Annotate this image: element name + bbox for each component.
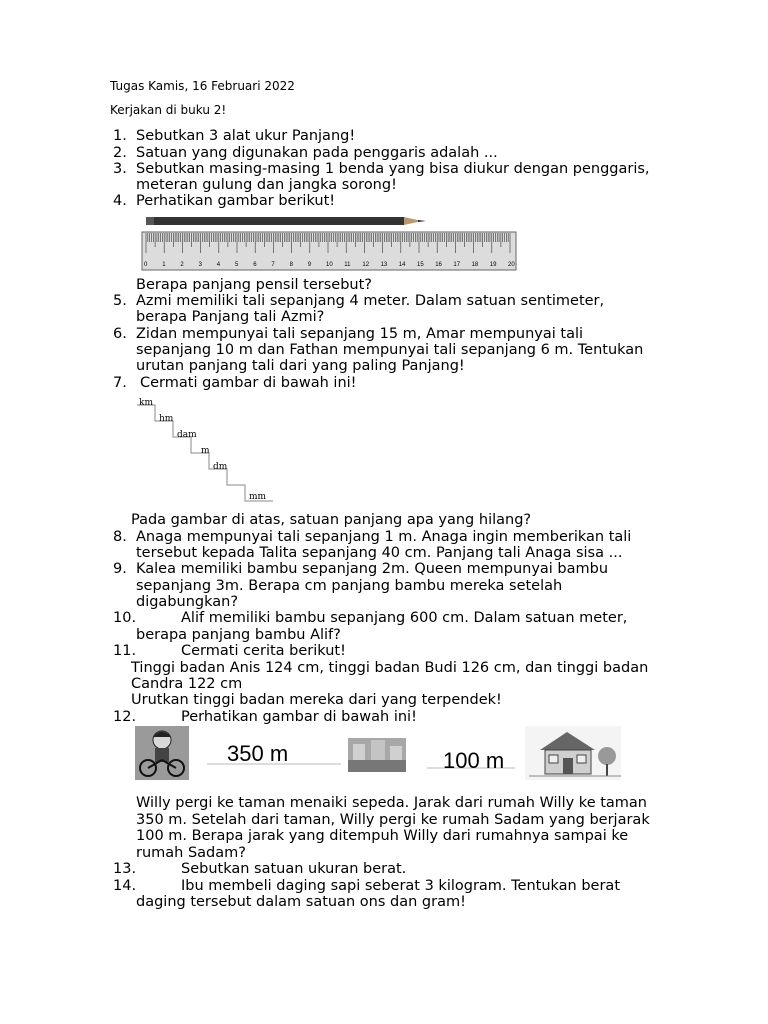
q7-number: 7. (113, 375, 127, 391)
q11-line2: Tinggi badan Anis 124 cm, tinggi badan Budi 126 cm, dan tinggi badan (131, 660, 649, 676)
ruler-tick-label: 17 (453, 262, 461, 268)
q12-line4: rumah Sadam? (136, 845, 246, 861)
ruler-tick-label: 13 (380, 262, 388, 268)
q13-number: 13. (113, 861, 137, 877)
unit-staircase-figure (133, 397, 283, 509)
ruler-tick-label: 10 (326, 262, 333, 268)
q12-number: 12. (113, 709, 137, 725)
stair-label-2: dam (177, 430, 197, 440)
ruler-tick-label: 9 (307, 262, 312, 268)
q10-line2: berapa panjang bambu Alif? (136, 627, 341, 643)
stair-label-4: dm (213, 462, 228, 472)
q5-line2: berapa Panjang tali Azmi? (136, 309, 325, 325)
stair-label-1: hm (159, 414, 174, 424)
q14-line2: daging tersebut dalam satuan ons dan gram! (136, 894, 466, 910)
q9-line2: sepanjang 3m. Berapa cm panjang bambu mereka setelah (136, 578, 563, 594)
q12-line1: Willy pergi ke taman menaiki sepeda. Jarak dari rumah Willy ke taman (136, 795, 647, 811)
q3-number: 3. (113, 161, 127, 177)
ruler-tick-label: 1 (162, 262, 166, 268)
page-title: Tugas Kamis, 16 Februari 2022 (110, 79, 295, 93)
q1-text: Sebutkan 3 alat ukur Panjang! (136, 128, 356, 144)
stair-label-0: km (139, 398, 153, 408)
q11-line1: Cermati cerita berikut! (181, 643, 346, 659)
q14-line1: Ibu membeli daging sapi seberat 3 kilogram. Tentukan berat (181, 878, 621, 894)
ruler-tick-label: 20 (508, 262, 515, 268)
q3-line1: Sebutkan masing-masing 1 benda yang bisa diukur dengan penggaris, (136, 161, 650, 177)
pencil-icon (146, 217, 426, 225)
stair-label-5: mm (249, 492, 267, 502)
ruler-tick-label: 19 (489, 262, 497, 268)
stair-label-3: m (201, 446, 210, 456)
ruler-tick-label: 0 (144, 262, 148, 268)
q12-line2: 350 m. Setelah dari taman, Willy pergi ke rumah Sadam yang berjarak (136, 812, 650, 828)
instruction: Kerjakan di buku 2! (110, 103, 227, 117)
q9-line1: Kalea memiliki bambu sepanjang 2m. Queen mempunyai bambu (136, 561, 609, 577)
ruler-tick-label: 8 (289, 262, 293, 268)
q1-number: 1. (113, 128, 127, 144)
q6-line1: Zidan mempunyai tali sepanjang 15 m, Amar mempunyai tali (136, 326, 584, 342)
distance-figure (135, 726, 625, 782)
ruler-tick-label: 5 (235, 262, 239, 268)
q9-line3: digabungkan? (136, 594, 239, 610)
q11-number: 11. (113, 643, 137, 659)
q8-line2: tersebut kepada Talita sepanjang 40 cm. Panjang tali Anaga sisa ... (136, 545, 623, 561)
ruler-tick-label: 7 (271, 262, 275, 268)
ruler-tick-label: 16 (435, 262, 442, 268)
distance-100: 100 m (443, 748, 505, 773)
ruler-tick-label: 3 (198, 262, 202, 268)
ruler-tick-label: 4 (216, 262, 221, 268)
q3-line2: meteran gulung dan jangka sorong! (136, 177, 397, 193)
ruler-tick-label: 12 (362, 262, 370, 268)
distance-350: 350 m (227, 741, 289, 766)
q8-line1: Anaga mempunyai tali sepanjang 1 m. Anaga ingin memberikan tali (136, 529, 632, 545)
q10-number: 10. (113, 610, 137, 626)
q6-line3: urutan panjang tali dari yang paling Panjang! (136, 358, 465, 374)
q7-after: Pada gambar di atas, satuan panjang apa yang hilang? (131, 512, 532, 528)
q12-text: Perhatikan gambar di bawah ini! (181, 709, 417, 725)
q11-line3: Candra 122 cm (131, 676, 243, 692)
boy-bicycle-icon (135, 726, 189, 780)
q14-number: 14. (113, 878, 137, 894)
q4-number: 4. (113, 193, 127, 209)
q4-text: Perhatikan gambar berikut! (136, 193, 336, 209)
q5-number: 5. (113, 293, 127, 309)
q6-line2: sepanjang 10 m dan Fathan mempunyai tali sepanjang 6 m. Tentukan (136, 342, 644, 358)
q2-text: Satuan yang digunakan pada penggaris adalah ... (136, 145, 498, 161)
park-icon (348, 738, 406, 772)
q13-text: Sebutkan satuan ukuran berat. (181, 861, 407, 877)
q4-after: Berapa panjang pensil tersebut? (136, 277, 372, 293)
q2-number: 2. (113, 145, 127, 161)
q6-number: 6. (113, 326, 127, 342)
ruler-tick-label: 6 (253, 262, 257, 268)
q12-line3: 100 m. Berapa jarak yang ditempuh Willy dari rumahnya sampai ke (136, 828, 629, 844)
ruler-tick-label: 2 (180, 262, 184, 268)
pencil-ruler-figure (140, 212, 520, 274)
ruler-icon (142, 232, 516, 270)
house-icon (525, 726, 621, 780)
q10-line1: Alif memiliki bambu sepanjang 600 cm. Dalam satuan meter, (181, 610, 628, 626)
q7-text: Cermati gambar di bawah ini! (140, 375, 357, 391)
ruler-tick-label: 11 (344, 262, 351, 268)
q9-number: 9. (113, 561, 127, 577)
q5-line1: Azmi memiliki tali sepanjang 4 meter. Dalam satuan sentimeter, (136, 293, 605, 309)
ruler-tick-label: 18 (471, 262, 479, 268)
q8-number: 8. (113, 529, 127, 545)
ruler-tick-label: 15 (417, 262, 424, 268)
ruler-tick-label: 14 (398, 262, 406, 268)
q11-line4: Urutkan tinggi badan mereka dari yang terpendek! (131, 692, 502, 708)
